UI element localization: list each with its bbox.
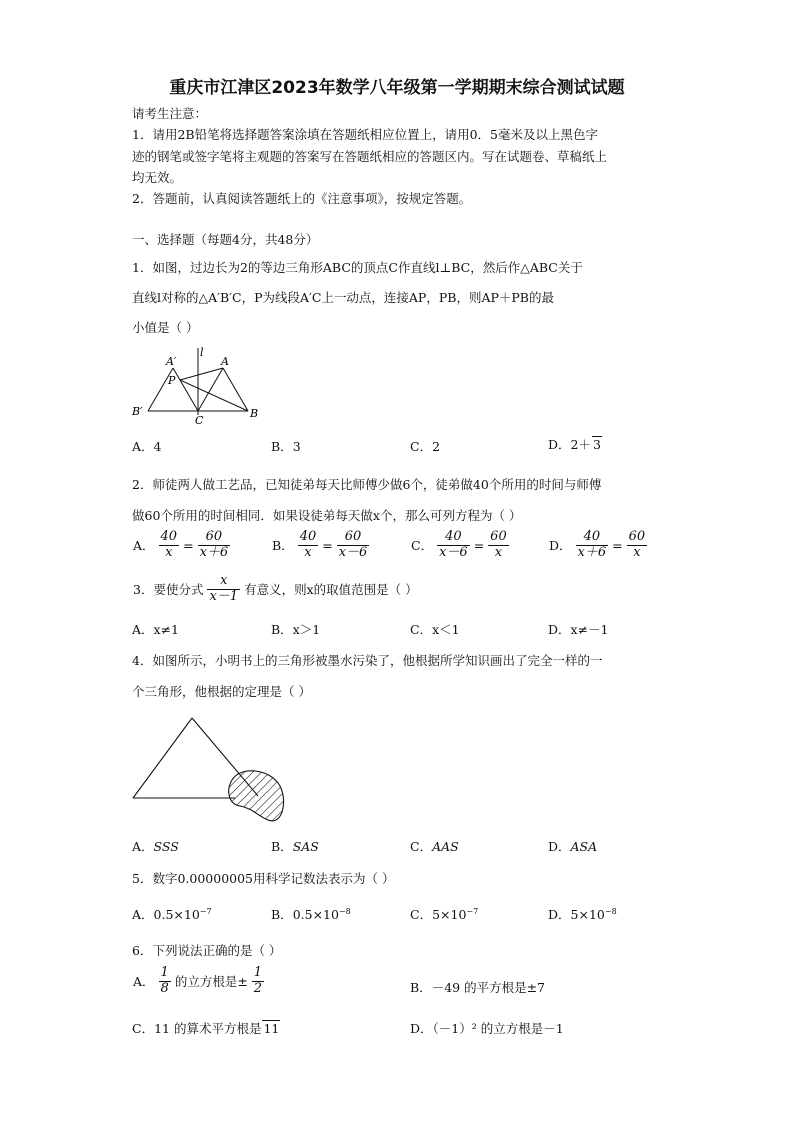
- notice-line: 2．答题前，认真阅读答题纸上的《注意事项》，按规定答题。: [132, 191, 472, 206]
- option-d[interactable]: D．（－1）² 的立方根是－1: [410, 1021, 564, 1036]
- option-b[interactable]: B． $\frac{40}{x}$ = $\frac{60}{x-6}$: [272, 529, 368, 560]
- notice-line: 均无效。: [132, 170, 183, 185]
- option-d[interactable]: D．$5\times 10^{-8}$: [548, 906, 617, 922]
- option-a[interactable]: A．SSS: [132, 839, 179, 854]
- label-p: P: [168, 374, 176, 387]
- option-d[interactable]: D． $\frac{40}{x+6}$ = $\frac{60}{x}$: [549, 529, 646, 560]
- q1-figure: [128, 343, 268, 433]
- label-a-prime: A′: [166, 355, 177, 368]
- option-c[interactable]: C．2: [410, 439, 441, 454]
- label-b-prime: B′: [132, 405, 143, 418]
- notice-line: 1．请用2B铅笔将选择题答案涂填在答题纸相应位置上，请用0．5毫米及以上黑色字: [132, 127, 598, 142]
- option-b[interactable]: B．SAS: [271, 839, 319, 854]
- question-text: 1．如图，过边长为2的等边三角形ABC的顶点C作直线l⊥BC，然后作△ABC关于: [132, 260, 583, 275]
- section-heading: 一、选择题（每题4分，共48分）: [132, 232, 319, 247]
- question-text: 直线l对称的△A′B′C，P为线段A′C上一动点，连接AP，PB，则AP＋PB的最: [132, 290, 554, 305]
- option-c[interactable]: C．x＜1: [410, 622, 460, 637]
- question-text: 5．数字0.00000005用科学记数法表示为（ ）: [132, 871, 395, 886]
- question-text: 6．下列说法正确的是（ ）: [132, 943, 282, 958]
- option-c[interactable]: C． $\frac{40}{x-6}$ = $\frac{60}{x}$: [411, 529, 507, 560]
- question-text: 3．要使分式 $\frac{x}{x-1}$ 有意义，则x的取值范围是（ ）: [133, 573, 418, 604]
- option-a[interactable]: A． $\frac{1}{8}$ 的立方根是± $\frac{1}{2}$: [133, 965, 263, 996]
- option-b[interactable]: B．－49 的平方根是±7: [410, 980, 545, 995]
- q4-figure: [130, 708, 290, 828]
- question-text: 个三角形，他根据的定理是（ ）: [132, 684, 311, 699]
- option-a[interactable]: A．4: [132, 439, 162, 454]
- page-title: 重庆市江津区2023年数学八年级第一学期期末综合测试试题: [169, 78, 625, 98]
- ink-stain: [229, 771, 284, 821]
- question-text: 4．如图所示，小明书上的三角形被墨水污染了，他根据所学知识画出了完全一样的一: [132, 653, 603, 668]
- question-text: 做60个所用的时间相同．如果设徒弟每天做x个，那么可列方程为（ ）: [132, 508, 522, 523]
- option-a[interactable]: A． $\frac{40}{x}$ = $\frac{60}{x+6}$: [133, 529, 229, 560]
- option-c[interactable]: C．11 的算术平方根是 11: [132, 1021, 280, 1036]
- option-b[interactable]: B．3: [271, 439, 301, 454]
- notice-line: 迹的钢笔或签字笔将主观题的答案写在答题纸相应的答题区内。写在试题卷、草稿纸上: [132, 149, 608, 164]
- notice-heading: 请考生注意：: [132, 106, 208, 121]
- option-c[interactable]: C．AAS: [410, 839, 459, 854]
- option-a[interactable]: A．x≠1: [132, 622, 180, 637]
- label-a: A: [221, 355, 229, 368]
- option-c[interactable]: C．$5\times 10^{-7}$: [410, 906, 479, 922]
- label-b: B: [250, 407, 259, 420]
- option-d[interactable]: D．2＋ 3: [548, 437, 601, 452]
- question-text: 2．师徒两人做工艺品，已知徒弟每天比师傅少做6个，徒弟做40个所用的时间与师傅: [132, 477, 602, 492]
- option-b[interactable]: B．x＞1: [271, 622, 321, 637]
- question-text: 小值是（ ）: [132, 320, 199, 335]
- option-d[interactable]: D．x≠－1: [548, 622, 609, 637]
- option-b[interactable]: B．$0.5\times 10^{-8}$: [271, 906, 351, 922]
- option-d[interactable]: D．ASA: [548, 839, 598, 854]
- label-c: C: [195, 414, 204, 427]
- label-l: l: [200, 346, 204, 359]
- option-a[interactable]: A．$0.5\times 10^{-7}$: [132, 906, 212, 922]
